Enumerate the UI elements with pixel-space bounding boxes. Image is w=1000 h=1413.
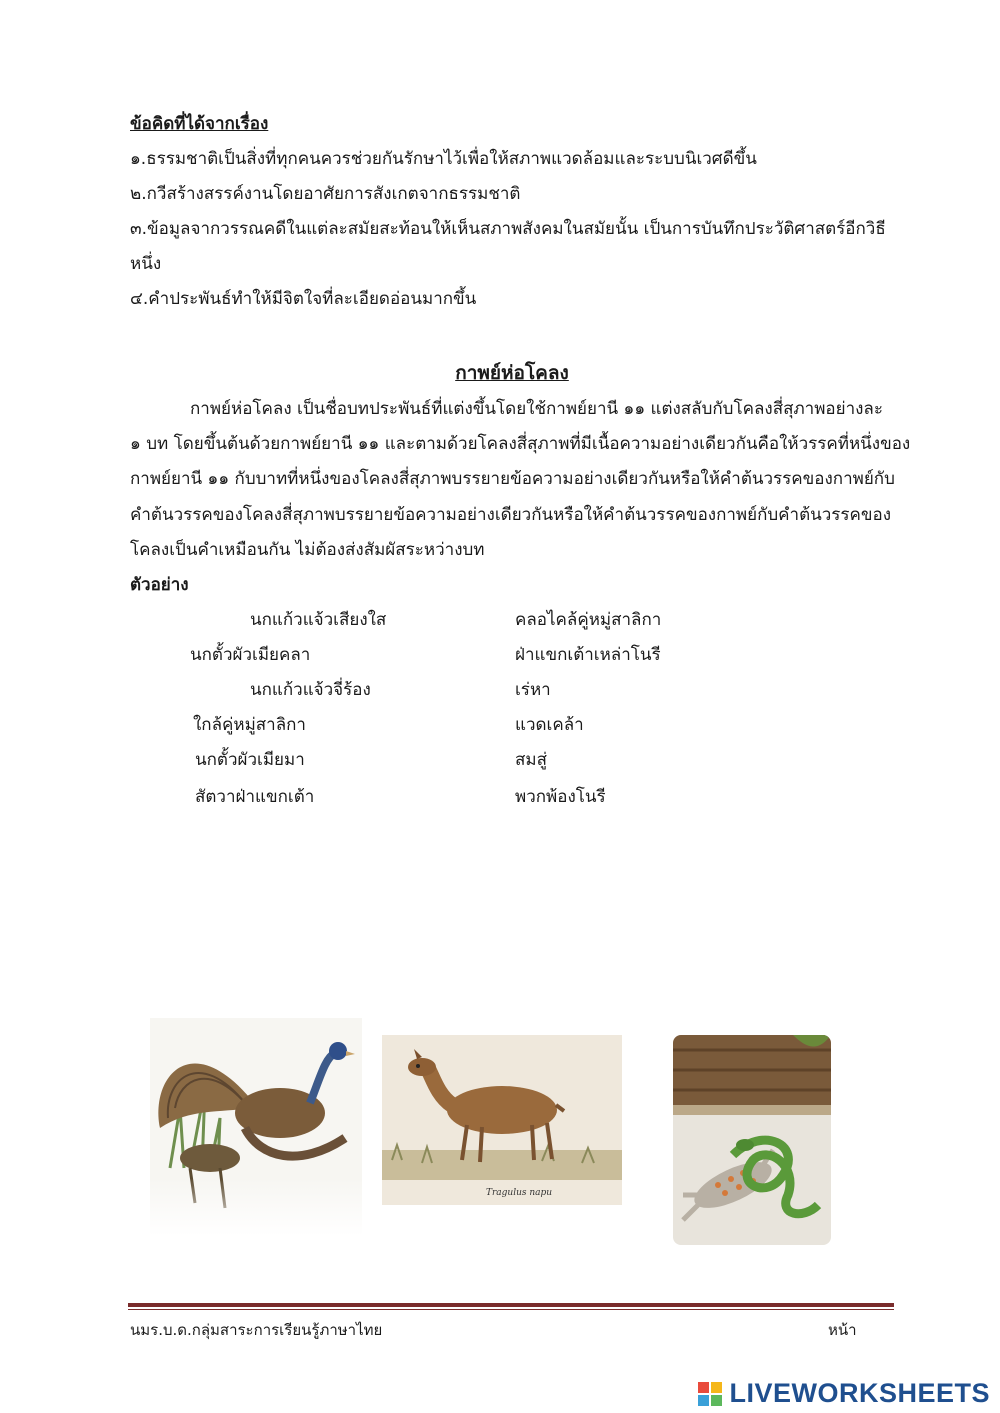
paragraph-line-1: กาพย์ห่อโคลง เป็นชื่อบทประพันธ์ที่แต่งขึ้นโดยใช้กาพย์ยานี ๑๑ แต่งสลับกับโคลงสี่สุภาพอย่างละ	[190, 399, 883, 419]
lesson-item-1: ๑.ธรรมชาติเป็นสิ่งที่ทุกคนควรช่วยกันรักษาไว้เพื่อให้สภาพแวดล้อมและระบบนิเวศดีขึ้น	[130, 149, 757, 169]
poem-left-4: ใกล้คู่หมู่สาลิกา	[193, 715, 306, 735]
poem-right-1: คลอไคล้คู่หมู่สาลิกา	[515, 610, 662, 630]
poem-right-5: สมสู่	[515, 750, 547, 770]
poem-right-2: ฝ่าแขกเต้าเหล่าโนรี	[515, 645, 661, 665]
paragraph-line-5: โคลงเป็นคำเหมือนกัน ไม่ต้องส่งสัมผัสระหว่างบท	[130, 540, 485, 560]
poem-right-6: พวกพ้องโนรี	[515, 787, 606, 807]
section-heading: ข้อคิดที่ได้จากเรื่อง	[130, 114, 269, 134]
footer-left: นมร.บ.ด.กลุ่มสาระการเรียนรู้ภาษาไทย	[130, 1321, 383, 1339]
lesson-item-2: ๒.กวีสร้างสรรค์งานโดยอาศัยการสังเกตจากธรรมชาติ	[130, 184, 521, 204]
liveworksheets-brand[interactable]: LIVEWORKSHEETS	[729, 1378, 990, 1408]
poem-left-1: นกแก้วแจ้วเสียงใส	[250, 610, 387, 630]
snake-gecko-image	[673, 1035, 831, 1245]
poem-left-2: นกตั้วผัวเมียคลา	[190, 645, 311, 665]
poem-left-3: นกแก้วแจ้วจี่ร้อง	[250, 680, 371, 700]
poem-right-4: แวดเคล้า	[515, 715, 584, 735]
paragraph-line-3: กาพย์ยานี ๑๑ กับบาทที่หนึ่งของโคลงสี่สุภาพบรรยายข้อความอย่างเดียวกันหรือให้คำต้นวรรคของกาพย์กับ	[130, 469, 895, 489]
pheasant-image	[150, 1018, 362, 1236]
lesson-item-3: ๓.ข้อมูลจากวรรณคดีในแต่ละสมัยสะท้อนให้เห็นสภาพสังคมในสมัยนั้น เป็นการบันทึกประวัติศาสตร์อีกวิธี	[130, 219, 886, 239]
paragraph-line-4: คำต้นวรรคของโคลงสี่สุภาพบรรยายข้อความอย่างเดียวกันหรือให้คำต้นวรรคของกาพย์กับคำต้นวรรคของ	[130, 505, 892, 525]
lesson-item-4: ๔.คำประพันธ์ทำให้มีจิตใจที่ละเอียดอ่อนมากขึ้น	[130, 289, 477, 309]
poem-left-5: นกตั้วผัวเมียมา	[195, 750, 305, 770]
example-label: ตัวอย่าง	[130, 575, 189, 595]
footer-rule	[128, 1303, 894, 1307]
section-title: กาพย์ห่อโคลง	[455, 362, 569, 384]
footer-page: หน้า	[828, 1321, 857, 1339]
mouse-deer-image	[382, 1035, 622, 1205]
deer-caption: Tragulus napu	[486, 1188, 553, 1198]
paragraph-line-2: ๑ บท โดยขึ้นต้นด้วยกาพย์ยานี ๑๑ และตามด้วยโคลงสี่สุภาพที่มีเนื้อความอย่างเดียวกันคือให้วรรคที่หนึ่งของ	[130, 434, 911, 454]
lesson-item-3-cont: หนึ่ง	[130, 254, 162, 274]
poem-left-6: สัตวาฝ่าแขกเต้า	[195, 787, 315, 807]
footer-rule-thin	[128, 1309, 894, 1310]
poem-right-3: เร่หา	[515, 680, 551, 700]
liveworksheets-logo-icon	[698, 1382, 722, 1406]
